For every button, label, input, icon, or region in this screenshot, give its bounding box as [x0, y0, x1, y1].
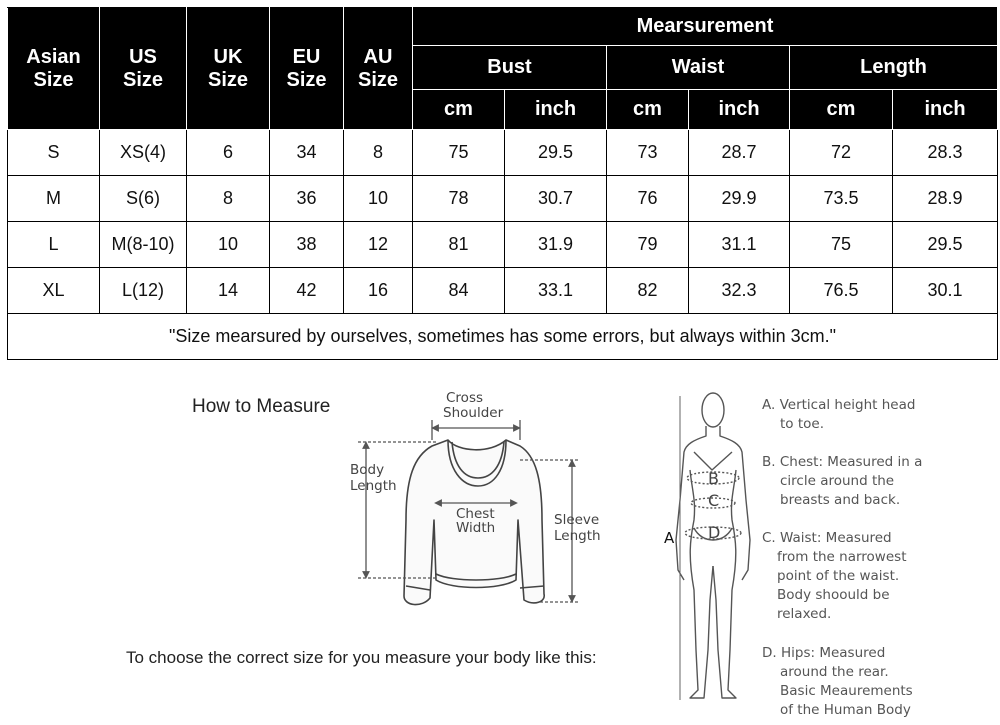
- table-cell: 75: [790, 222, 893, 268]
- header-length-inch: inch: [893, 90, 998, 130]
- table-cell: 8: [344, 130, 413, 176]
- header-eu-size: EU Size: [270, 8, 344, 130]
- table-cell: 14: [187, 268, 270, 314]
- body-length-label: Length: [350, 478, 397, 494]
- table-cell: 73.5: [790, 176, 893, 222]
- table-cell: 72: [790, 130, 893, 176]
- header-au-size: AU Size: [344, 8, 413, 130]
- table-cell: 34: [270, 130, 344, 176]
- sleeve-length-label: Sleeve: [554, 512, 600, 528]
- header-bust: Bust: [413, 46, 607, 90]
- header-asian-size: Asian Size: [8, 8, 100, 130]
- header-bust-inch: inch: [505, 90, 607, 130]
- header-measurement: Mearsurement: [413, 8, 998, 46]
- table-cell: 10: [187, 222, 270, 268]
- table-cell: L(12): [100, 268, 187, 314]
- table-cell: 81: [413, 222, 505, 268]
- definition-waist: C. Waist: Measured from the narrowest point of the waist. Body shoould be relaxed.: [762, 530, 907, 622]
- table-cell: 28.7: [689, 130, 790, 176]
- table-cell: 29.5: [505, 130, 607, 176]
- header-us-size: US Size: [100, 8, 187, 130]
- table-cell: 76.5: [790, 268, 893, 314]
- body-length-label: Body: [350, 462, 385, 478]
- table-cell: 28.3: [893, 130, 998, 176]
- body-point-a: A: [664, 529, 675, 547]
- table-cell: 38: [270, 222, 344, 268]
- header-bust-cm: cm: [413, 90, 505, 130]
- table-cell: XS(4): [100, 130, 187, 176]
- table-cell: 8: [187, 176, 270, 222]
- chest-width-label: Chest: [456, 506, 495, 522]
- table-cell: 31.1: [689, 222, 790, 268]
- choose-size-instruction: To choose the correct size for you measure your body like this:: [126, 648, 597, 667]
- table-cell: 79: [607, 222, 689, 268]
- table-cell: M: [8, 176, 100, 222]
- table-cell: 29.9: [689, 176, 790, 222]
- sleeve-length-label: Length: [554, 528, 601, 544]
- cross-shoulder-label: Cross: [446, 390, 484, 406]
- table-cell: 30.7: [505, 176, 607, 222]
- table-cell: 16: [344, 268, 413, 314]
- human-body-icon: [676, 393, 750, 700]
- body-point-c: C: [708, 491, 720, 510]
- table-cell: 28.9: [893, 176, 998, 222]
- header-length: Length: [790, 46, 998, 90]
- table-cell: L: [8, 222, 100, 268]
- definition-chest: B. Chest: Measured in a circle around the breasts and back.: [762, 454, 923, 508]
- table-cell: 31.9: [505, 222, 607, 268]
- table-cell: S(6): [100, 176, 187, 222]
- body-point-b: B: [708, 469, 719, 488]
- table-cell: 42: [270, 268, 344, 314]
- table-cell: 76: [607, 176, 689, 222]
- definition-height: A. Vertical height head to toe.: [762, 397, 916, 432]
- table-cell: 12: [344, 222, 413, 268]
- header-uk-size: UK Size: [187, 8, 270, 130]
- table-cell: XL: [8, 268, 100, 314]
- definition-hips: D. Hips: Measured around the rear. Basic Meaurements of the Human Body: [762, 645, 913, 718]
- table-cell: 32.3: [689, 268, 790, 314]
- table-cell: 30.1: [893, 268, 998, 314]
- table-cell: 36: [270, 176, 344, 222]
- table-cell: 73: [607, 130, 689, 176]
- cross-shoulder-label: Shoulder: [443, 405, 504, 421]
- table-cell: S: [8, 130, 100, 176]
- header-waist-cm: cm: [607, 90, 689, 130]
- cross-shoulder-arrow: [432, 420, 520, 440]
- table-cell: 29.5: [893, 222, 998, 268]
- body-point-d: D: [708, 523, 721, 542]
- table-cell: 78: [413, 176, 505, 222]
- table-cell: 84: [413, 268, 505, 314]
- table-cell: 75: [413, 130, 505, 176]
- table-cell: 6: [187, 130, 270, 176]
- table-cell: 10: [344, 176, 413, 222]
- table-cell: 33.1: [505, 268, 607, 314]
- chest-width-label: Width: [456, 520, 496, 536]
- measurement-note: "Size mearsured by ourselves, sometimes has some errors, but always within 3cm.": [8, 314, 998, 360]
- header-waist: Waist: [607, 46, 790, 90]
- how-to-measure-title: How to Measure: [192, 396, 331, 417]
- header-waist-inch: inch: [689, 90, 790, 130]
- header-length-cm: cm: [790, 90, 893, 130]
- table-cell: 82: [607, 268, 689, 314]
- table-cell: M(8-10): [100, 222, 187, 268]
